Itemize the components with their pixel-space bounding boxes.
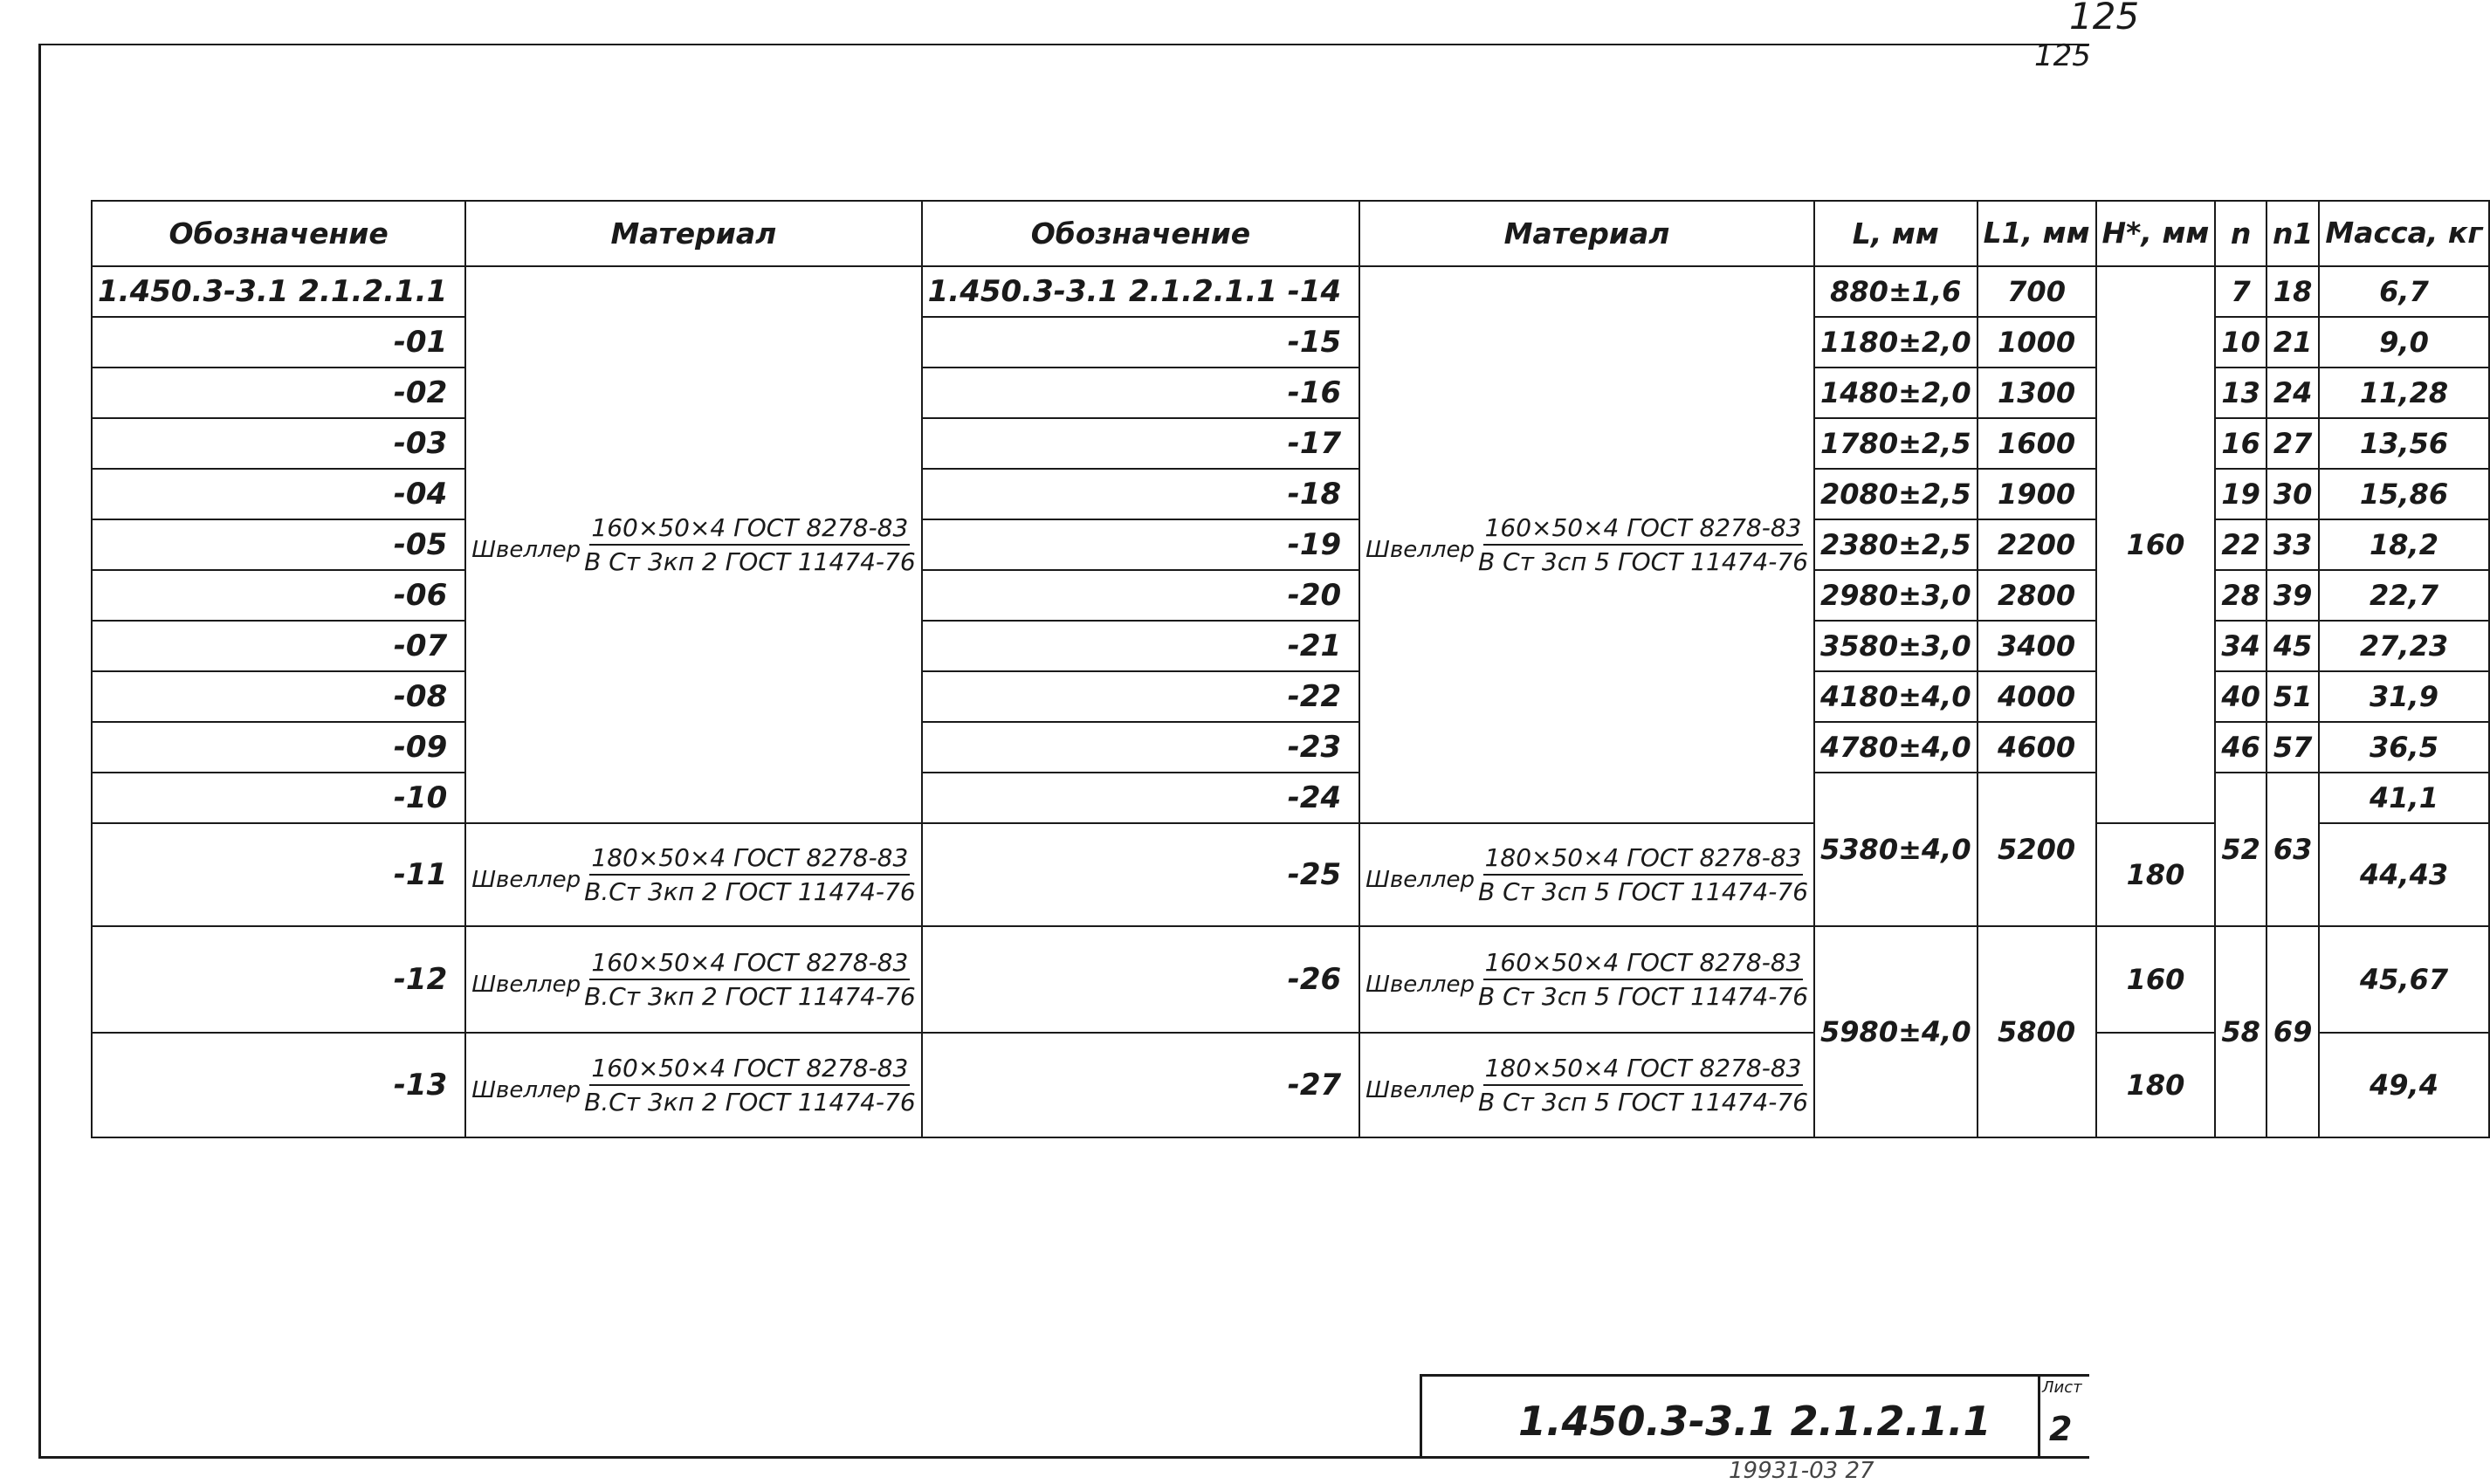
- n-cell: 58: [2215, 926, 2266, 1137]
- l1-cell: 2800: [1978, 570, 2096, 621]
- mass-cell: 41,1: [2319, 773, 2488, 823]
- mass-cell: 22,7: [2319, 570, 2488, 621]
- l1-cell: 1600: [1978, 418, 2096, 469]
- mass-cell: 31,9: [2319, 671, 2488, 722]
- h-cell: 180: [2096, 823, 2216, 926]
- header-l: L, мм: [1814, 201, 1978, 266]
- designation-cell: 1.450.3-3.1 2.1.2.1.1: [92, 266, 465, 317]
- l1-cell: 1000: [1978, 317, 2096, 368]
- n1-cell: 51: [2266, 671, 2319, 722]
- l1-cell: 5200: [1978, 773, 2096, 926]
- mass-cell: 27,23: [2319, 621, 2488, 671]
- designation-cell: -16: [922, 368, 1360, 418]
- designation-cell: -18: [922, 469, 1360, 519]
- designation-cell: -05: [92, 519, 465, 570]
- designation-cell: -21: [922, 621, 1360, 671]
- l1-cell: 1900: [1978, 469, 2096, 519]
- mass-cell: 36,5: [2319, 722, 2488, 773]
- n-cell: 40: [2215, 671, 2266, 722]
- material-cell: Швеллер 180×50×4 ГОСТ 8278-83 В Ст 3сп 5 ГОСТ 11474-76: [1359, 823, 1814, 926]
- l-cell: 2380±2,5: [1814, 519, 1978, 570]
- n-cell: 7: [2215, 266, 2266, 317]
- header-designation: Обозначение: [92, 201, 465, 266]
- sheet-box: [2038, 1377, 2089, 1457]
- n1-cell: 18: [2266, 266, 2319, 317]
- n1-cell: 24: [2266, 368, 2319, 418]
- l1-cell: 1300: [1978, 368, 2096, 418]
- designation-cell: -09: [92, 722, 465, 773]
- l1-cell: 5800: [1978, 926, 2096, 1137]
- mass-cell: 11,28: [2319, 368, 2488, 418]
- l-cell: 4180±4,0: [1814, 671, 1978, 722]
- page-number-corner: 125: [2034, 38, 2091, 73]
- l1-cell: 4600: [1978, 722, 2096, 773]
- n1-cell: 21: [2266, 317, 2319, 368]
- designation-cell: -03: [92, 418, 465, 469]
- designation-cell: -27: [922, 1033, 1360, 1137]
- n1-cell: 69: [2266, 926, 2319, 1137]
- n-cell: 52: [2215, 773, 2266, 926]
- n-cell: 34: [2215, 621, 2266, 671]
- n-cell: 46: [2215, 722, 2266, 773]
- n1-cell: 30: [2266, 469, 2319, 519]
- designation-cell: -17: [922, 418, 1360, 469]
- l1-cell: 3400: [1978, 621, 2096, 671]
- designation-cell: -10: [92, 773, 465, 823]
- n1-cell: 33: [2266, 519, 2319, 570]
- n-cell: 22: [2215, 519, 2266, 570]
- designation-cell: -19: [922, 519, 1360, 570]
- mass-cell: 9,0: [2319, 317, 2488, 368]
- header-h: H*, мм: [2096, 201, 2216, 266]
- document-code: 1.450.3-3.1 2.1.2.1.1: [1518, 1398, 1991, 1445]
- material-cell: Швеллер 160×50×4 ГОСТ 8278-83 В.Ст 3кп 2 ГОСТ 11474-76: [465, 1033, 921, 1137]
- l-cell: 5380±4,0: [1814, 773, 1978, 926]
- l-cell: 2980±3,0: [1814, 570, 1978, 621]
- designation-cell: -04: [92, 469, 465, 519]
- n1-cell: 39: [2266, 570, 2319, 621]
- header-material: Материал: [465, 201, 921, 266]
- material-cell: Швеллер 160×50×4 ГОСТ 8278-83 В Ст 3сп 5 ГОСТ 11474-76: [1359, 926, 1814, 1033]
- n-cell: 19: [2215, 469, 2266, 519]
- designation-cell: -08: [92, 671, 465, 722]
- l-cell: 1480±2,0: [1814, 368, 1978, 418]
- l-cell: 880±1,6: [1814, 266, 1978, 317]
- material-cell: Швеллер 180×50×4 ГОСТ 8278-83 В Ст 3сп 5 ГОСТ 11474-76: [1359, 1033, 1814, 1137]
- title-block: [1420, 1374, 2089, 1457]
- archive-number: 19931-03 27: [1729, 1458, 1874, 1484]
- designation-cell: -07: [92, 621, 465, 671]
- n1-cell: 57: [2266, 722, 2319, 773]
- mass-cell: 15,86: [2319, 469, 2488, 519]
- n-cell: 13: [2215, 368, 2266, 418]
- designation-cell: -01: [92, 317, 465, 368]
- l-cell: 2080±2,5: [1814, 469, 1978, 519]
- header-material: Материал: [1359, 201, 1814, 266]
- mass-cell: 49,4: [2319, 1033, 2488, 1137]
- designation-cell: -24: [922, 773, 1360, 823]
- material-cell: Швеллер 160×50×4 ГОСТ 8278-83 В Ст 3сп 5 ГОСТ 11474-76: [1359, 266, 1814, 823]
- designation-cell: 1.450.3-3.1 2.1.2.1.1 -14: [922, 266, 1360, 317]
- mass-cell: 13,56: [2319, 418, 2488, 469]
- n1-cell: 45: [2266, 621, 2319, 671]
- header-l1: L1, мм: [1978, 201, 2096, 266]
- designation-cell: -20: [922, 570, 1360, 621]
- h-cell: 160: [2096, 926, 2216, 1033]
- header-n1: n1: [2266, 201, 2319, 266]
- l1-cell: 4000: [1978, 671, 2096, 722]
- designation-cell: -26: [922, 926, 1360, 1033]
- designation-cell: -22: [922, 671, 1360, 722]
- material-cell: Швеллер 160×50×4 ГОСТ 8278-83 В.Ст 3кп 2 ГОСТ 11474-76: [465, 926, 921, 1033]
- header-n: n: [2215, 201, 2266, 266]
- material-cell: Швеллер 180×50×4 ГОСТ 8278-83 В.Ст 3кп 2 ГОСТ 11474-76: [465, 823, 921, 926]
- header-designation: Обозначение: [922, 201, 1360, 266]
- designation-cell: -15: [922, 317, 1360, 368]
- l-cell: 1780±2,5: [1814, 418, 1978, 469]
- designation-cell: -06: [92, 570, 465, 621]
- n1-cell: 27: [2266, 418, 2319, 469]
- mass-cell: 44,43: [2319, 823, 2488, 926]
- n-cell: 16: [2215, 418, 2266, 469]
- designation-cell: -25: [922, 823, 1360, 926]
- n-cell: 10: [2215, 317, 2266, 368]
- header-mass: Масса, кг: [2319, 201, 2488, 266]
- designation-cell: -23: [922, 722, 1360, 773]
- h-cell: 180: [2096, 1033, 2216, 1137]
- designation-cell: -02: [92, 368, 465, 418]
- designation-cell: -12: [92, 926, 465, 1033]
- l-cell: 1180±2,0: [1814, 317, 1978, 368]
- page-number: 125: [2069, 0, 2140, 38]
- specification-table: [91, 200, 2490, 1138]
- designation-cell: -11: [92, 823, 465, 926]
- h-cell: 160: [2096, 266, 2216, 823]
- n1-cell: 63: [2266, 773, 2319, 926]
- l1-cell: 2200: [1978, 519, 2096, 570]
- sheet-number: 2: [2049, 1410, 2073, 1448]
- l1-cell: 700: [1978, 266, 2096, 317]
- l-cell: 4780±4,0: [1814, 722, 1978, 773]
- n-cell: 28: [2215, 570, 2266, 621]
- mass-cell: 18,2: [2319, 519, 2488, 570]
- mass-cell: 45,67: [2319, 926, 2488, 1033]
- l-cell: 5980±4,0: [1814, 926, 1978, 1137]
- material-cell: Швеллер 160×50×4 ГОСТ 8278-83 В Ст 3кп 2 ГОСТ 11474-76: [465, 266, 921, 823]
- sheet-label: Лист: [2042, 1378, 2082, 1397]
- l-cell: 3580±3,0: [1814, 621, 1978, 671]
- mass-cell: 6,7: [2319, 266, 2488, 317]
- designation-cell: -13: [92, 1033, 465, 1137]
